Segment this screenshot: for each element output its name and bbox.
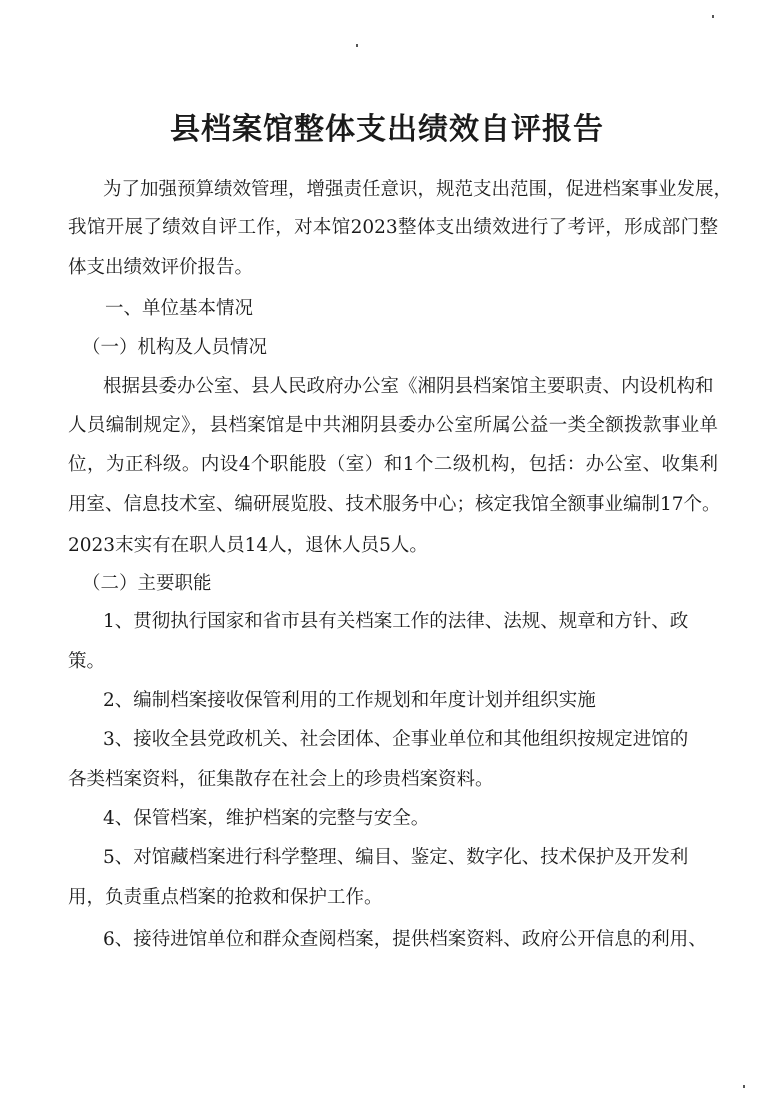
list-item-line: 6、接待进馆单位和群众查阅档案，提供档案资料、政府公开信息的利用、 (103, 929, 707, 950)
paragraph-line: 人员编制规定》，县档案馆是中共湘阴县委办公室所属公益一类全额拨款事业单 (68, 415, 718, 436)
list-item-line: 2、编制档案接收保管利用的工作规划和年度计划并组织实施 (103, 690, 596, 711)
list-item-line: 用，负责重点档案的抢救和保护工作。 (68, 887, 383, 908)
subsection-heading: （一）机构及人员情况 (82, 337, 268, 358)
scan-speck (356, 44, 358, 47)
list-item-line: 5、对馆藏档案进行科学整理、编目、鉴定、数字化、技术保护及开发利 (103, 847, 689, 868)
list-item-line: 4、保管档案，维护档案的完整与安全。 (103, 808, 430, 829)
paragraph-line: 位，为正科级。内设4个职能股（室）和1个二级机构，包括：办公室、收集利 (68, 454, 718, 475)
scan-speck (712, 15, 714, 18)
list-item-line: 各类档案资料，征集散存在社会上的珍贵档案资料。 (68, 769, 494, 790)
paragraph-line: 体支出绩效评价报告。 (68, 257, 254, 278)
scan-speck (743, 1085, 745, 1088)
document-title: 县档案馆整体支出绩效自评报告 (170, 112, 604, 147)
list-item-line: 1、贯彻执行国家和省市县有关档案工作的法律、法规、规章和方针、政 (103, 611, 689, 632)
paragraph-line: 我馆开展了绩效自评工作，对本馆2023整体支出绩效进行了考评，形成部门整 (68, 217, 718, 238)
section-heading: 一、单位基本情况 (105, 298, 254, 319)
paragraph-line: 用室、信息技术室、编研展览股、技术服务中心；核定我馆全额事业编制17个。 (68, 494, 721, 515)
paragraph-line: 2023末实有在职人员14人，退休人员5人。 (68, 535, 428, 556)
subsection-heading: （二）主要职能 (82, 573, 212, 594)
paragraph-line: 为了加强预算绩效管理，增强责任意识，规范支出范围，促进档案事业发展， (103, 179, 733, 200)
paragraph-line: 根据县委办公室、县人民政府办公室《湘阴县档案馆主要职责、内设机构和 (103, 376, 714, 397)
list-item-line: 3、接收全县党政机关、社会团体、企事业单位和其他组织按规定进馆的 (103, 729, 689, 750)
list-item-line: 策。 (68, 651, 106, 672)
